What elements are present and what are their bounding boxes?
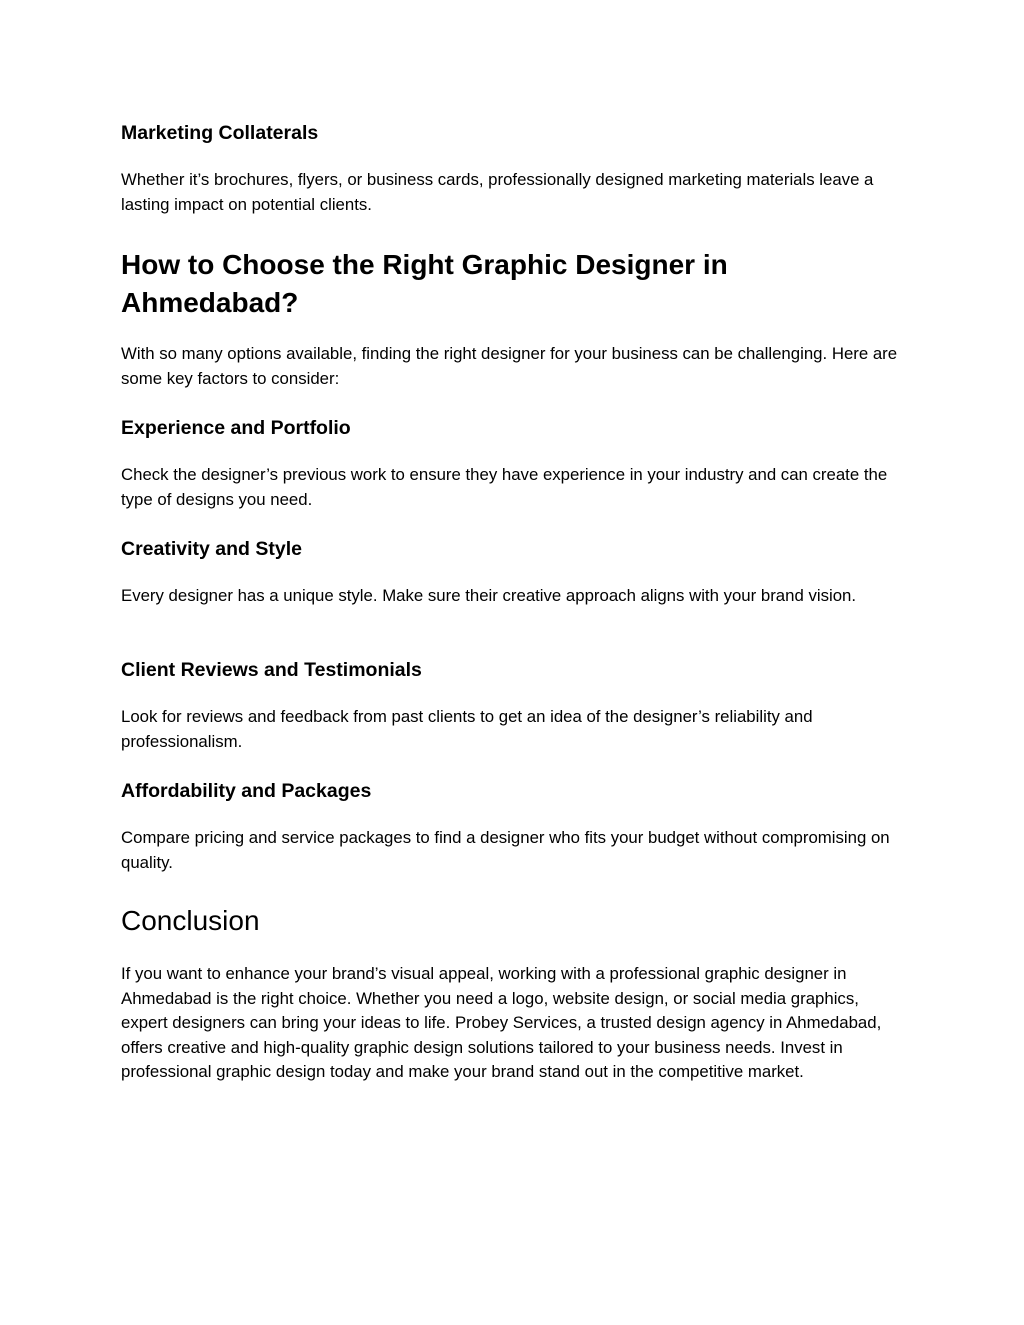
heading-how-to-choose: How to Choose the Right Graphic Designer in Ahmedabad? (121, 249, 728, 318)
paragraph-creativity-style: Every designer has a unique style. Make sure their creative approach aligns with your brand vision. (121, 586, 857, 605)
heading-experience-portfolio: Experience and Portfolio (121, 417, 351, 439)
heading-affordability-packages: Affordability and Packages (121, 780, 372, 802)
paragraph-affordability-packages: Compare pricing and service packages to find a designer who fits your budget without compromising on quality. (121, 828, 890, 872)
heading-marketing-collaterals: Marketing Collaterals (121, 122, 319, 144)
paragraph-marketing-collaterals: Whether it’s brochures, flyers, or business cards, professionally designed marketing materials leave a lasting impact on potential clients. (121, 170, 874, 214)
heading-conclusion: Conclusion (121, 905, 260, 936)
heading-creativity-style: Creativity and Style (121, 538, 302, 560)
heading-client-reviews: Client Reviews and Testimonials (121, 659, 422, 681)
paragraph-conclusion: If you want to enhance your brand’s visual appeal, working with a professional graphic designer in Ahmedabad is the right choice. Whether you need a logo, website design, or social media graphics, expert designers can bring your ideas to life. Probey Services, a trusted design agency in Ahmedabad, offers creative and high-quality graphic design solutions tailored to your business needs. Invest in professional graphic design today and make your brand stand out in the competitive market. (121, 964, 882, 1081)
paragraph-client-reviews: Look for reviews and feedback from past clients to get an idea of the designer’s reliability and professionalism. (121, 707, 813, 751)
paragraph-how-to-choose: With so many options available, finding the right designer for your business can be challenging. Here are some key factors to consider: (121, 344, 898, 388)
paragraph-experience-portfolio: Check the designer’s previous work to ensure they have experience in your industry and can create the type of designs you need. (121, 465, 888, 509)
